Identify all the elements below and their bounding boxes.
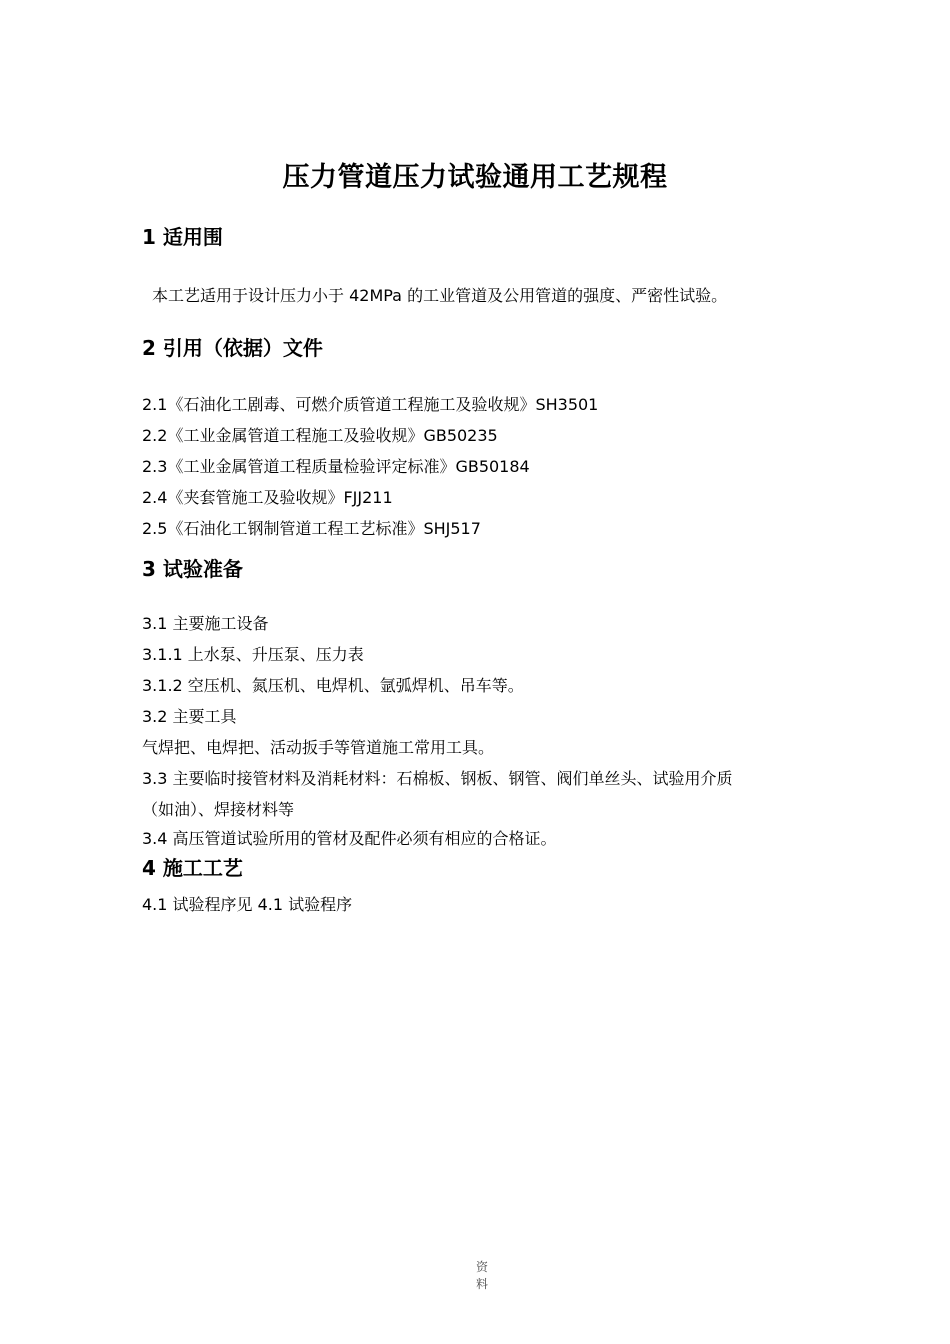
document-body: [142, 222, 822, 920]
preparation-item: 3.3 主要临时接管材料及消耗材料：石棉板、钢板、钢管、阀们单丝头、试验用介质: [142, 769, 733, 788]
page-footer: [472, 1259, 492, 1293]
preparation-item: 3.1.2 空压机、氮压机、电焊机、氩弧焊机、吊车等。: [142, 676, 524, 695]
section-3-heading: 3 试验准备: [142, 557, 243, 581]
reference-item: 2.5《石油化工钢制管道工程工艺标准》SHJ517: [142, 519, 481, 538]
reference-item: 2.4《夹套管施工及验收规》FJJ211: [142, 488, 393, 507]
preparation-item: 3.1.1 上水泵、升压泵、压力表: [142, 645, 364, 664]
footer-line: 资: [475, 1260, 488, 1274]
section-1-text: 本工艺适用于设计压力小于 42MPa 的工业管道及公用管道的强度、严密性试验。: [152, 286, 728, 305]
reference-item: 2.1《石油化工剧毒、可燃介质管道工程施工及验收规》SH3501: [142, 395, 599, 414]
section-1-heading: 1 适用围: [142, 225, 223, 249]
footer-line: 料: [475, 1277, 488, 1291]
preparation-item: 3.4 高压管道试验所用的管材及配件必须有相应的合格证。: [142, 829, 557, 848]
reference-item: 2.3《工业金属管道工程质量检验评定标准》GB50184: [142, 457, 530, 476]
section-2-heading: 2 引用（依据）文件: [142, 336, 323, 360]
preparation-item: （如油）、焊接材料等: [142, 800, 295, 819]
process-item: 4.1 试验程序见 4.1 试验程序: [142, 895, 353, 914]
section-4-heading: 4 施工工艺: [142, 856, 243, 880]
preparation-item: 3.2 主要工具: [142, 707, 237, 726]
document-title: 压力管道压力试验通用工艺规程: [282, 162, 668, 193]
preparation-item: 气焊把、电焊把、活动扳手等管道施工常用工具。: [142, 738, 495, 757]
preparation-item: 3.1 主要施工设备: [142, 614, 269, 633]
reference-item: 2.2《工业金属管道工程施工及验收规》GB50235: [142, 426, 498, 445]
